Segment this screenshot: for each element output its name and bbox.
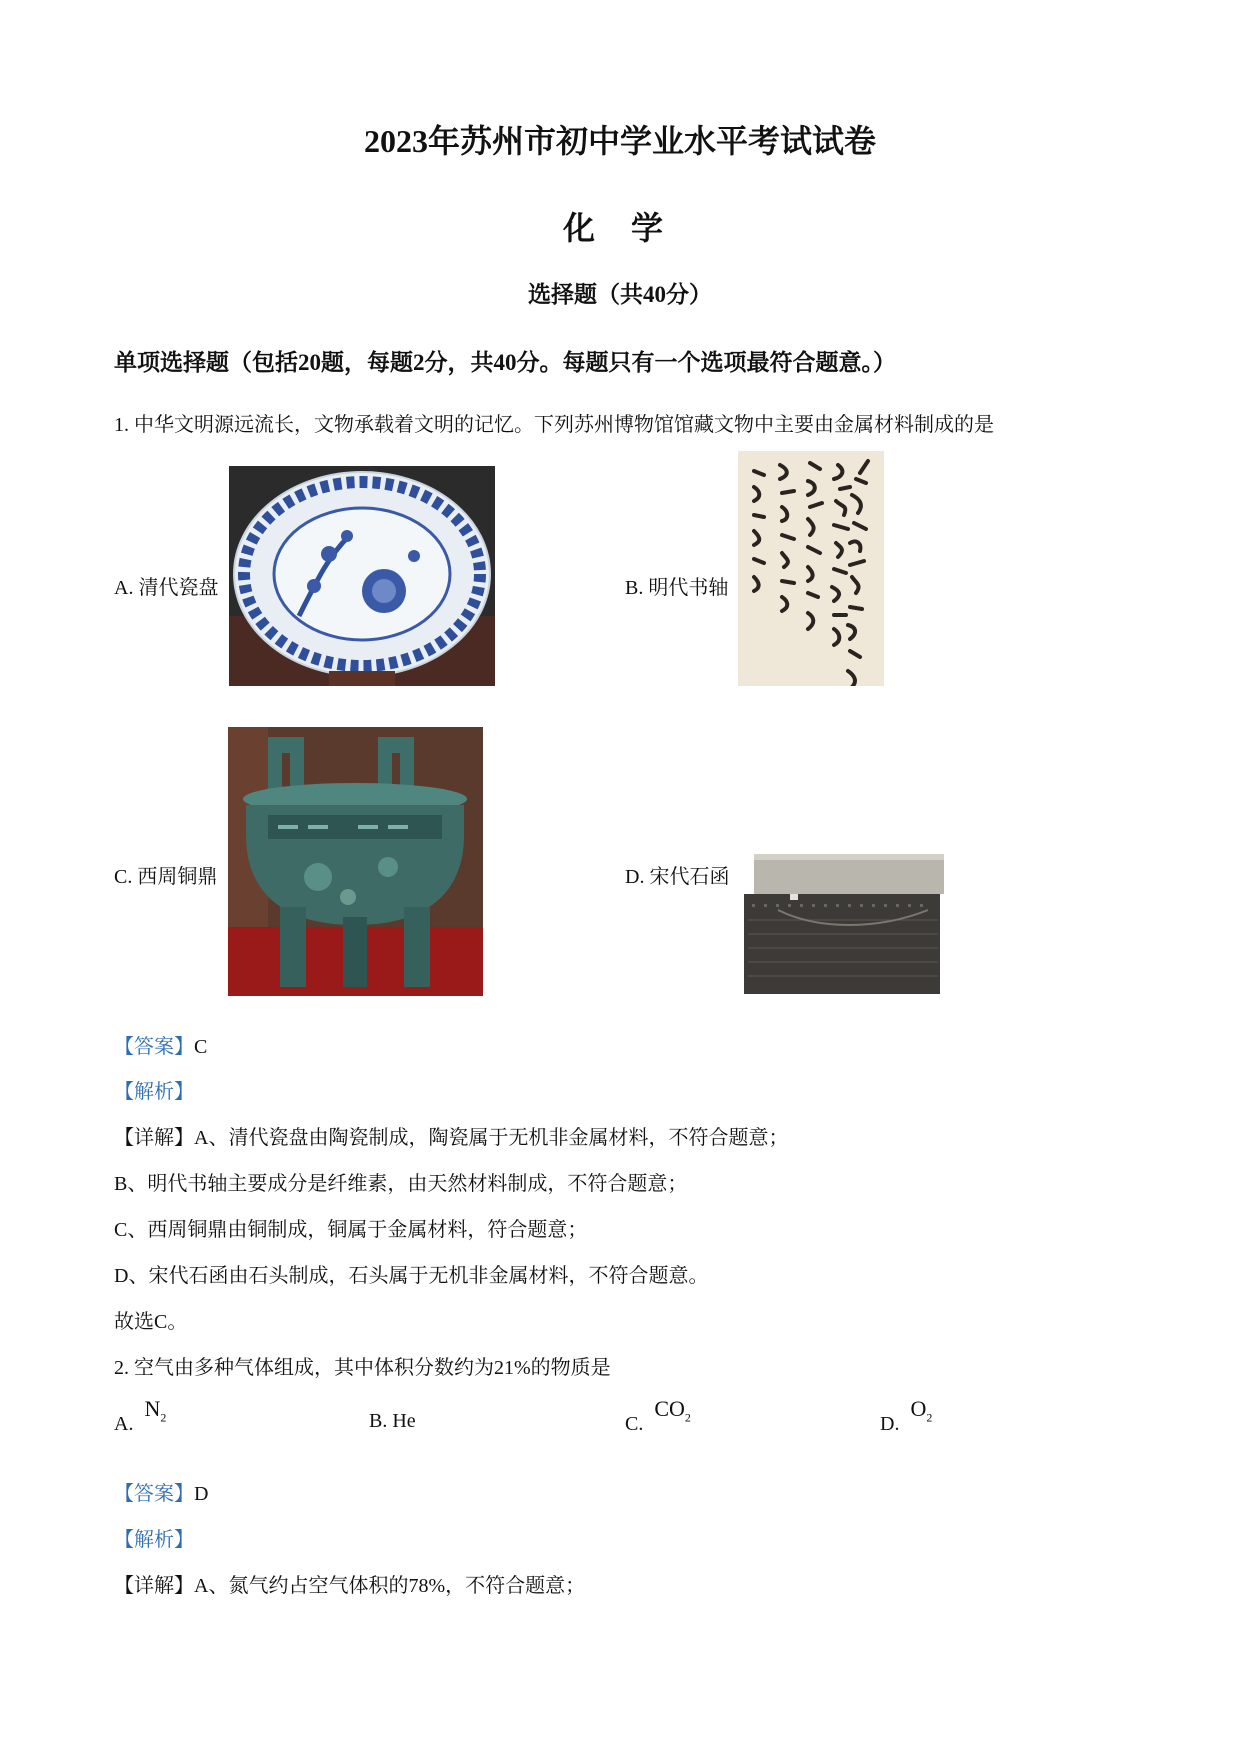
q2-option-c [625, 1396, 691, 1439]
instruction-text: 单项选择题（包括20题，每题2分，共40分。每题只有一个选项最符合题意。） [114, 350, 896, 375]
q2-option-a [114, 1396, 167, 1439]
q1-option-c-label: C. 西周铜鼎 [114, 866, 218, 888]
stone-casket-photo-icon [738, 850, 948, 996]
q2-option-c-formula-sub: 2 [684, 1410, 691, 1425]
q1-option-b-label: B. 明代书轴 [625, 577, 729, 599]
q1-detail-line-3: C、西周铜鼎由铜制成，铜属于金属材料，符合题意； [114, 1219, 588, 1241]
q1-detail-tag: 【详解】 [114, 1127, 194, 1149]
q2-option-a-formula-sub: 2 [160, 1410, 167, 1425]
q1-answer-value: C [194, 1036, 208, 1058]
q2-option-c-formula [654, 1396, 691, 1425]
bronze-ding-photo-icon [228, 727, 483, 996]
q1-answer [114, 1030, 207, 1059]
q1-analysis-tag: 【解析】 [114, 1081, 194, 1103]
q1-option-d-label: D. 宋代石函 [625, 866, 730, 888]
q2-option-d-letter: D. [880, 1413, 900, 1435]
q2-option-c-formula-main: CO [654, 1396, 685, 1421]
exam-title: 2023年苏州市初中学业水平考试试卷 [363, 123, 876, 159]
q2-detail-tag: 【详解】 [114, 1575, 194, 1597]
question-1-stem: 1. 中华文明源远流长，文物承载着文明的记忆。下列苏州博物馆馆藏文物中主要由金属材料制成的是 [114, 414, 994, 436]
q2-answer [114, 1477, 208, 1506]
q2-option-d-formula-main: O [910, 1396, 927, 1421]
q1-option-a-label: A. 清代瓷盘 [114, 577, 219, 599]
q2-answer-tag: 【答案】 [114, 1483, 194, 1505]
q1-detail-text-1: A、清代瓷盘由陶瓷制成，陶瓷属于无机非金属材料，不符合题意； [194, 1127, 789, 1149]
subject-title: 化 学 [562, 210, 677, 246]
q2-option-d-formula-sub: 2 [926, 1410, 933, 1425]
q2-option-b-letter: B. He [369, 1410, 416, 1432]
q2-analysis-tag: 【解析】 [114, 1529, 194, 1551]
q2-option-a-formula-main: N [144, 1396, 161, 1421]
calligraphy-scroll-photo-icon [738, 451, 884, 686]
q2-detail-line-1 [114, 1569, 585, 1598]
q1-detail-line-2: B、明代书轴主要成分是纤维素，由天然材料制成，不符合题意； [114, 1173, 688, 1195]
q2-option-d [880, 1396, 933, 1439]
q2-answer-value: D [194, 1483, 209, 1505]
q2-option-b [369, 1410, 416, 1433]
q2-option-c-letter: C. [625, 1413, 644, 1435]
q1-detail-line-4: D、宋代石函由石头制成，石头属于无机非金属材料，不符合题意。 [114, 1265, 709, 1287]
question-2-stem: 2. 空气由多种气体组成，其中体积分数约为21%的物质是 [114, 1357, 611, 1379]
q1-detail-line-5: 故选C。 [114, 1311, 188, 1333]
porcelain-plate-photo-icon [229, 466, 495, 686]
q2-option-d-formula [910, 1396, 933, 1425]
q1-answer-tag: 【答案】 [114, 1036, 194, 1058]
q2-detail-text-1: A、氮气约占空气体积的78%，不符合题意； [194, 1575, 586, 1597]
section-heading: 选择题（共40分） [528, 282, 712, 307]
q1-detail-line-1 [114, 1121, 788, 1150]
q2-option-a-letter: A. [114, 1413, 134, 1435]
q2-option-a-formula [144, 1396, 167, 1425]
